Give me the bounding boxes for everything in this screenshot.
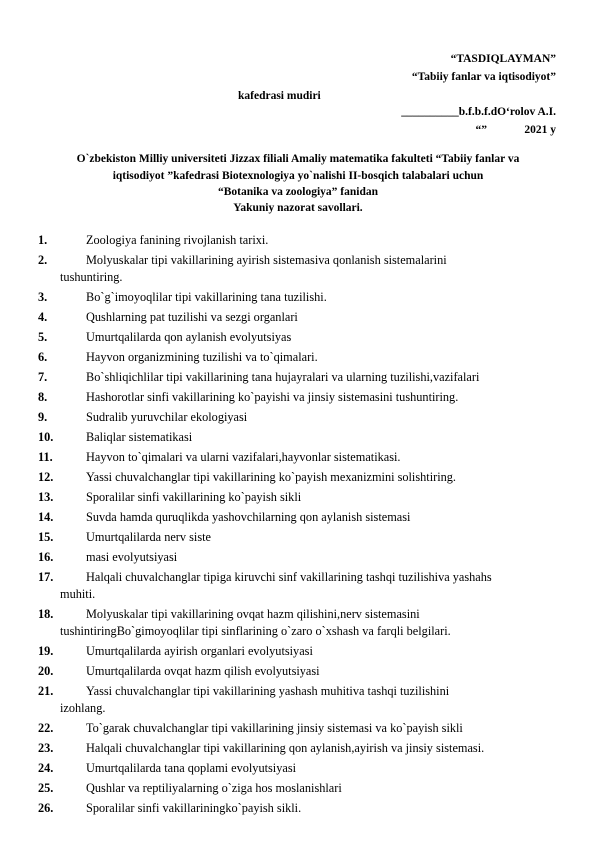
question-item	[38, 232, 568, 249]
question-text-continuation: izohlang.	[60, 701, 106, 715]
question-number: 21.	[38, 684, 54, 698]
question-text: Baliqlar sistematikasi	[86, 430, 193, 444]
question-item	[38, 252, 568, 286]
question-number: 24.	[38, 761, 54, 775]
question-item	[38, 529, 568, 546]
question-number: 18.	[38, 607, 54, 621]
question-text: Hayvon to`qimalari va ularni vazifalari,hayvonlar sistematikasi.	[86, 450, 401, 464]
question-number: 16.	[38, 550, 54, 564]
question-number: 20.	[38, 664, 54, 678]
question-text-continuation: tushuntiring.	[60, 270, 123, 284]
question-text: Umurtqalilarda tana qoplami evolyutsiyasi	[86, 761, 297, 775]
question-item	[38, 549, 568, 566]
question-item	[38, 289, 568, 306]
question-list	[38, 232, 568, 820]
question-text: Bo`shliqichlilar tipi vakillarining tana hujayralari va ularning tuzilishi,vazifalari	[86, 370, 480, 384]
question-number: 7.	[38, 370, 48, 384]
heading-title: Yakuniy nazorat savollari.	[233, 202, 363, 214]
question-number: 11.	[38, 450, 53, 464]
question-text: Yassi chuvalchanglar tipi vakillarining ko`payish mexanizmini solishtiring.	[86, 470, 456, 484]
approval-date: “” 2021 y	[475, 124, 556, 136]
question-item	[38, 509, 568, 526]
question-text: Hayvon organizmining tuzilishi va to`qimalari.	[86, 350, 318, 364]
question-text: Bo`g`imoyoqlilar tipi vakillarining tana tuzilishi.	[86, 290, 327, 304]
question-text: Halqali chuvalchanglar tipi vakillarining qon aylanish,ayirish va jinsiy sistemasi.	[86, 741, 485, 755]
question-text: Zoologiya fanining rivojlanish tarixi.	[86, 233, 269, 247]
question-text-continuation: tushintiringBo`gimoyoqlilar tipi sinflarining o`zaro o`xshash va farqli belgilari.	[60, 624, 451, 638]
question-item	[38, 329, 568, 346]
question-item	[38, 643, 568, 660]
question-number: 25.	[38, 781, 54, 795]
question-item	[38, 409, 568, 426]
approval-title: “TASDIQLAYMAN”	[450, 53, 556, 65]
question-number: 10.	[38, 430, 54, 444]
question-number: 14.	[38, 510, 54, 524]
question-number: 13.	[38, 490, 54, 504]
question-text: Sporalilar sinfi vakillariningko`payish sikli.	[86, 801, 302, 815]
question-text: Hashorotlar sinfi vakillarining ko`payishi va jinsiy sistemasini tushuntiring.	[86, 390, 459, 404]
question-number: 17.	[38, 570, 54, 584]
question-item	[38, 720, 568, 737]
question-number: 9.	[38, 410, 48, 424]
question-item	[38, 489, 568, 506]
question-item	[38, 429, 568, 446]
question-text: Umurtqalilarda qon aylanish evolyutsiyas	[86, 330, 292, 344]
question-number: 1.	[38, 233, 48, 247]
approval-signature: __________b.f.b.f.dO‘rolov A.I.	[401, 106, 556, 118]
question-text: Sudralib yuruvchilar ekologiyasi	[86, 410, 248, 424]
question-number: 5.	[38, 330, 48, 344]
question-number: 12.	[38, 470, 54, 484]
question-text: To`garak chuvalchanglar tipi vakillarining jinsiy sistemasi va ko`payish sikli	[86, 721, 463, 735]
question-item	[38, 349, 568, 366]
question-number: 6.	[38, 350, 48, 364]
question-text: Molyuskalar tipi vakillarining ovqat hazm qilishini,nerv sistemasini	[86, 607, 420, 621]
question-text: Yassi chuvalchanglar tipi vakillarining yashash muhitiva tashqi tuzilishini	[86, 684, 450, 698]
question-text: Sporalilar sinfi vakillarining ko`payish sikli	[86, 490, 302, 504]
question-item	[38, 569, 568, 603]
question-number: 22.	[38, 721, 54, 735]
question-number: 3.	[38, 290, 48, 304]
question-text: Suvda hamda quruqlikda yashovchilarning qon aylanish sistemasi	[86, 510, 411, 524]
question-text-continuation: muhiti.	[60, 587, 96, 601]
question-text: Qushlarning pat tuzilishi va sezgi organlari	[86, 310, 298, 324]
question-text: Halqali chuvalchanglar tipiga kiruvchi sinf vakillarining tashqi tuzilishiva yashahs	[86, 570, 492, 584]
question-text: Umurtqalilarda ovqat hazm qilish evolyutsiyasi	[86, 664, 320, 678]
question-item	[38, 606, 568, 640]
question-text: masi evolyutsiyasi	[86, 550, 178, 564]
question-number: 2.	[38, 253, 48, 267]
question-item	[38, 663, 568, 680]
question-item	[38, 369, 568, 386]
question-number: 8.	[38, 390, 48, 404]
question-item	[38, 800, 568, 817]
question-item	[38, 389, 568, 406]
heading-line-2: iqtisodiyot ”kafedrasi Biotexnologiya yo`nalishi II-bosqich talabalari uchun	[112, 170, 484, 182]
question-text: Qushlar va reptiliyalarning o`ziga hos moslanishlari	[86, 781, 342, 795]
heading-subject: “Botanika va zoologiya” fanidan	[217, 186, 379, 198]
question-number: 26.	[38, 801, 54, 815]
question-item	[38, 449, 568, 466]
question-item	[38, 469, 568, 486]
question-number: 15.	[38, 530, 54, 544]
question-item	[38, 740, 568, 757]
question-item	[38, 760, 568, 777]
heading-line-1: O`zbekiston Milliy universiteti Jizzax filiali Amaliy matematika fakulteti “Tabiiy fanlar va	[76, 153, 520, 165]
question-number: 23.	[38, 741, 54, 755]
question-item	[38, 683, 568, 717]
question-text: Molyuskalar tipi vakillarining ayirish sistemasiva qonlanish sistemalarini	[86, 253, 447, 267]
question-item	[38, 780, 568, 797]
question-text: Umurtqalilarda ayirish organlari evolyutsiyasi	[86, 644, 313, 658]
question-item	[38, 309, 568, 326]
question-text: Umurtqalilarda nerv siste	[86, 530, 211, 544]
question-number: 19.	[38, 644, 54, 658]
approval-head: kafedrasi mudiri	[238, 90, 321, 102]
question-number: 4.	[38, 310, 48, 324]
approval-department: “Tabiiy fanlar va iqtisodiyot”	[411, 71, 556, 83]
